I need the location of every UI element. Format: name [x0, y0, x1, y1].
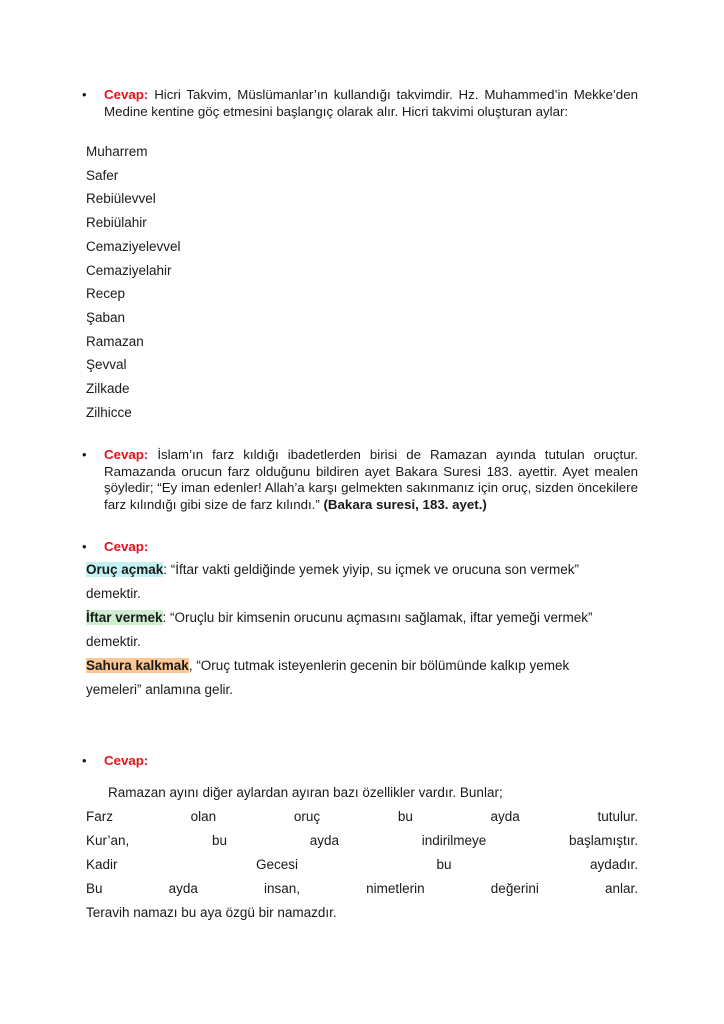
- feature-line-2: [86, 833, 638, 849]
- def-oruc-acmak: Oruç açmak: “İftar vakti geldiğinde yemek yiyip, su içmek ve orucuna son vermek”: [86, 562, 579, 577]
- bullet-icon: •: [82, 87, 87, 102]
- answer-4: [82, 753, 638, 770]
- def-sahura-kalkmak: Sahura kalkmak, “Oruç tutmak isteyenlerin gecenin bir bölümünde kalkıp yemek: [86, 658, 570, 673]
- word: değerini: [490, 881, 539, 896]
- citation: (Bakara suresi, 183. ayet.): [323, 496, 487, 512]
- month-item: Rebiülahir: [86, 215, 147, 231]
- answer-3: [82, 539, 638, 556]
- def-oruc-acmak-end: demektir.: [86, 586, 141, 601]
- word: Farz: [86, 809, 113, 824]
- answer-1: [82, 87, 638, 120]
- term-iftar-vermek: İftar vermek: [86, 610, 163, 625]
- word: indirilmeye: [421, 833, 487, 848]
- word: bu: [211, 833, 228, 848]
- month-item: Zilhicce: [86, 404, 132, 420]
- month-item: Şaban: [86, 309, 126, 325]
- def-iftar-vermek-end: demektir.: [86, 634, 141, 649]
- month-item: Cemaziyelahir: [86, 262, 172, 278]
- word: oruç: [293, 809, 321, 824]
- def-iftar-vermek: İftar vermek: “Oruçlu bir kimsenin orucunu açmasını sağlamak, iftar yemeği vermek”: [86, 610, 593, 625]
- month-item: Safer: [86, 167, 119, 183]
- cevap-label: Cevap:: [104, 753, 149, 768]
- word: nimetlerin: [366, 881, 425, 896]
- def-sahura-kalkmak-end: yemeleri” anlamına gelir.: [86, 682, 234, 697]
- month-item: Recep: [86, 286, 126, 302]
- feature-line-1: [86, 809, 638, 825]
- features-intro: Ramazan ayını diğer aylardan ayıran bazı özellikler vardır. Bunlar;: [108, 785, 503, 800]
- word: ayda: [168, 881, 198, 896]
- word: Kur’an,: [86, 833, 130, 848]
- bullet-icon: •: [82, 447, 87, 462]
- feature-line-5: Teravih namazı bu aya özgü bir namazdır.: [86, 905, 337, 920]
- answer-1-text: Cevap: Hicri Takvim, Müslümanlar’ın kullandığı takvimdir. Hz. Muhammed’in Mekke’den Medine kentine göç etmesini başlangıç olarak alır. Hicri takvimi oluşturan aylar:: [104, 87, 638, 119]
- word: olan: [190, 809, 217, 824]
- feature-line-4: [86, 881, 638, 897]
- word: tutulur.: [597, 809, 638, 824]
- word: bu: [397, 809, 413, 824]
- cevap-label: Cevap:: [104, 447, 149, 462]
- feature-line-3: [86, 857, 638, 873]
- bullet-icon: •: [82, 539, 87, 554]
- word: bu: [436, 857, 452, 872]
- term-oruc-acmak: Oruç açmak: [86, 562, 164, 577]
- word: aydadır.: [589, 857, 638, 872]
- word: insan,: [264, 881, 301, 896]
- month-item: Rebiülevvel: [86, 191, 156, 207]
- word: Gecesi: [255, 857, 298, 872]
- word: ayda: [490, 809, 520, 824]
- term-sahura-kalkmak: Sahura kalkmak: [86, 658, 189, 673]
- answer-3-text: [104, 539, 638, 556]
- cevap-label: Cevap:: [104, 87, 149, 102]
- month-item: Zilkade: [86, 381, 130, 396]
- month-item: Muharrem: [86, 144, 148, 159]
- bullet-icon: •: [82, 753, 87, 768]
- month-item: Cemaziyelevvel: [86, 238, 181, 254]
- month-item: Ramazan: [86, 333, 144, 349]
- answer-2-text: Cevap: İslam’ın farz kıldığı ibadetlerden birisi de Ramazan ayında tutulan oruçtur. Ramazanda orucun farz olduğunu bildiren ayet Bakara Suresi 183. ayettir. Ayet mealen şöyledir; “Ey iman edenler! Allah’a karşı gelmekten sakınmanız için oruç, sizden öncekilere farz kılındığı gibi size de farz kılındı.” (Bakara suresi, 183. ayet.): [104, 447, 638, 512]
- word: başlamıştır.: [568, 833, 638, 848]
- cevap-label: Cevap:: [104, 539, 149, 554]
- word: anlar.: [604, 881, 638, 896]
- answer-2: [82, 447, 638, 513]
- word: Kadir: [86, 857, 118, 872]
- month-item: Şevval: [86, 357, 127, 373]
- word: Bu: [86, 881, 103, 896]
- word: ayda: [309, 833, 339, 848]
- answer-4-text: [104, 753, 638, 770]
